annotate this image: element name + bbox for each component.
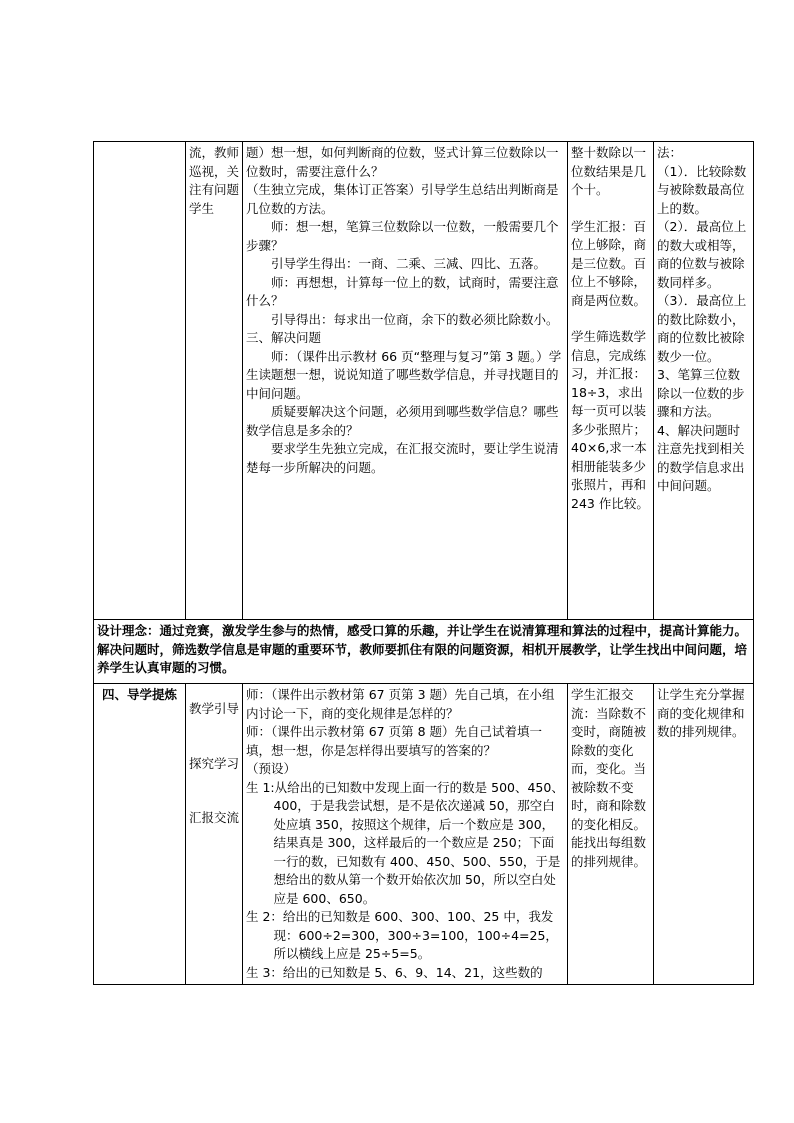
process-paragraph: 师：（课件出示教材第 67 页第 8 题）先自己试着填一填，想一想，你是怎样得出要填写的答案的？ xyxy=(246,724,543,758)
paragraph-spacer xyxy=(571,200,650,218)
intent-paragraph: （1）．比较除数与被除数最高位上的数。 xyxy=(657,163,747,216)
student-paragraph: 学生汇报：百位上够除，商是三位数。百位上不够除，商是两位数。 xyxy=(571,218,647,308)
design-intent-cell xyxy=(654,142,754,620)
intent-paragraph: （2）．最高位上的数大或相等，商的位数与被除数同样多。 xyxy=(657,219,747,290)
intent-paragraph: 4、解决问题时注意先找到相关的数学信息求出中间问题。 xyxy=(657,422,745,493)
process-paragraph: （预设） xyxy=(246,761,297,776)
activity-label: 教学引导 xyxy=(189,701,240,716)
process-paragraph: 引导学生得出：一商、二乘、三减、四比、五落。 xyxy=(271,256,547,271)
paragraph-spacer xyxy=(571,310,650,328)
design-concept-text: 设计理念：通过竞赛，激发学生参与的热情，感受口算的乐趣，并让学生在说清算理和算法的过程中，提高计算能力。解决问题时，筛选数学信息是审题的重要环节，教师要抓住有限的问题资源，相机开展教学，让学生找出中间问题，培养学生认真审题的习惯。 xyxy=(94,620,754,684)
teacher-activity-cell: 流，教师巡视，关注有问题学生 xyxy=(186,142,243,620)
process-paragraph: 生 2：给出的已知数是 600、300、100、25 中，我发现：600÷2=300，300÷3=100，100÷4=25，所以横线上应是 25÷5=5。 xyxy=(246,909,558,961)
activity-label: 汇报交流 xyxy=(189,810,240,825)
paragraph-spacer xyxy=(189,719,239,755)
stage-cell-empty xyxy=(94,142,186,620)
process-paragraph: 师：（课件出示教材 66 页“整理与复习”第 3 题。）学生读题想一想，说说知道了哪些数学信息，并寻找题目的中间问题。 xyxy=(246,348,562,401)
process-paragraph: 师：想一想，笔算三位数除以一位数，一般需要几个步骤？ xyxy=(246,219,559,253)
process-paragraph: 师：再想想，计算每一位上的数，试商时，需要注意什么？ xyxy=(246,274,559,308)
teacher-activity-cell xyxy=(186,684,243,985)
student-paragraph: 学生筛选数学信息，完成练习，并汇报：18÷3，求出每一页可以装多少张照片；40×6,求一本相册能装多少张照片，再和243 作比较。 xyxy=(571,329,649,511)
student-activity-cell xyxy=(568,142,654,620)
process-paragraph: 师：（课件出示教材第 67 页第 3 题）先自己填，在小组内讨论一下，商的变化规律是怎样的？ xyxy=(246,687,555,721)
table-row-review xyxy=(94,142,754,620)
student-paragraph: 整十数除以一位数结果是几个十。 xyxy=(571,145,647,197)
student-activity-cell: 学生汇报交流：当除数不变时，商随被除数的变化而，变化。当被除数不变时，商和除数的变化相反。能找出每组数的排列规律。 xyxy=(568,684,654,985)
process-paragraph: 生 3：给出的已知数是 5、6、9、14、21，这些数的 xyxy=(246,964,543,980)
process-paragraph: 生 1:从给出的已知数中发现上面一行的数是 500、450、400，于是我尝试想，是不是依次递减 50，那空白处应填 350，按照这个规律，后一个数应是 300，结果真是 300，这样最后的一个数应是 250；下面一行的数，已知数有 400、450、500、550，于是想给出的数从第一个数开始依次加 50，所以空白处应是 600、650。 xyxy=(246,779,564,906)
process-paragraph: 质疑要解决这个问题，必须用到哪些数学信息？哪些数学信息是多余的？ xyxy=(246,404,559,438)
process-paragraph: 题）想一想，如何判断商的位数，竖式计算三位数除以一位数时，需要注意什么？ xyxy=(246,145,559,179)
process-cell xyxy=(243,142,568,620)
design-intent-cell: 让学生充分掌握商的变化规律和数的排列规律。 xyxy=(654,684,754,985)
activity-label: 探究学习 xyxy=(189,755,240,771)
table-row-guided-summary xyxy=(94,684,754,985)
stage-label: 四、导学提炼 xyxy=(94,684,186,985)
lesson-plan-table xyxy=(93,141,754,985)
process-paragraph: 引导得出：每求出一位商，余下的数必须比除数小。 xyxy=(271,311,559,327)
process-paragraph: 要求学生先独立完成，在汇报交流时，要让学生说清楚每一步所解决的问题。 xyxy=(246,441,559,475)
table-row-design-concept xyxy=(94,620,754,684)
paragraph-spacer xyxy=(189,773,239,809)
intent-paragraph: 3、笔算三位数除以一位数的步骤和方法。 xyxy=(657,367,745,419)
process-cell xyxy=(243,684,568,985)
intent-paragraph: （3）．最高位上的数比除数小，商的位数比被除数少一位。 xyxy=(657,293,747,364)
intent-paragraph: 法： xyxy=(657,145,683,160)
process-paragraph: 三、解决问题 xyxy=(246,330,322,345)
process-paragraph: （生独立完成，集体订正答案）引导学生总结出判断商是几位数的方法。 xyxy=(246,182,559,216)
